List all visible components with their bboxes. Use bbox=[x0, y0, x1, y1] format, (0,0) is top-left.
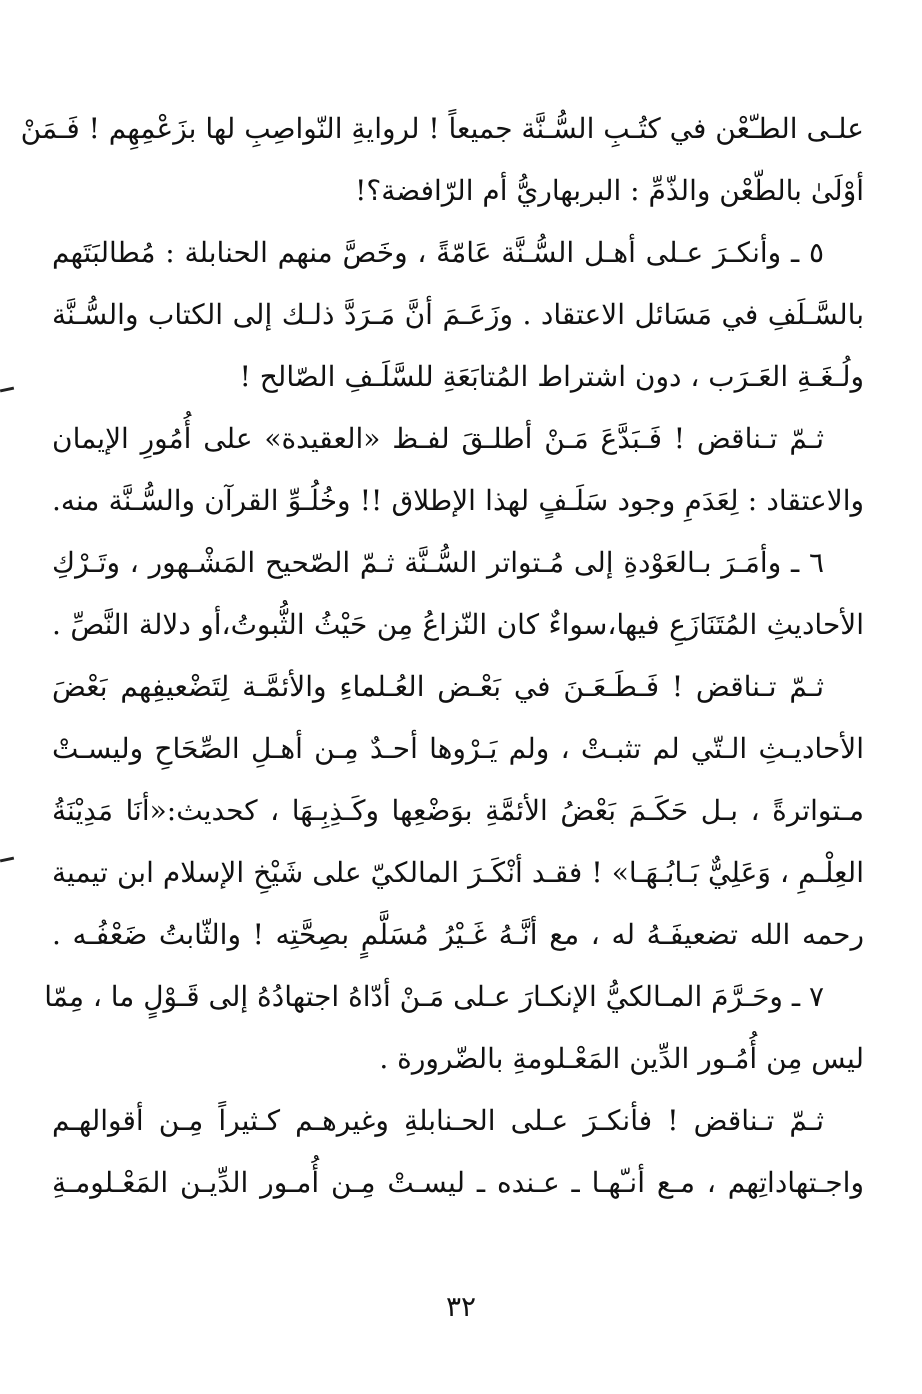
text-line: بالسَّـلَفِ في مَسَائل الاعتقاد . وزَعَـمَ أنَّ مَـرَدَّ ذلـك إلى الكتاب والسُّـنَّة bbox=[52, 298, 864, 331]
text-line: الأحاديثِ المُتَنَازَعِ فيها،سواءٌ كان النّزاعُ مِن حَيْثُ الثُّبوتُ،أو دلالة النَّصِّ . bbox=[52, 608, 864, 641]
body-text bbox=[20, 98, 864, 1214]
text-line: واجـتهاداتِهم ، مـع أنـّهـا ـ عـنده ـ ليسـتْ مِـن أُمـور الدِّيـن المَعْـلومـةِ bbox=[52, 1166, 864, 1199]
text-line: الأحاديـثِ الـتّي لم تثبـتْ ، ولم يَـرْوها أحـدٌ مِـن أهـلِ الصِّحَاحِ وليسـتْ bbox=[52, 732, 864, 765]
text-line: ثـمّ تـناقض ! فَـطَـعَـنَ في بَعْـض العُـلماءِ والأئمَّـة لِتَضْعيفِهم بَعْضَ bbox=[52, 670, 824, 703]
text-line: العِلْـمِ ، وَعَلِيٌّ بَـابُـهَـا» ! فقـد أنْكَـرَ المالكيّ على شَيْخِ الإسلام ابن تيمية bbox=[52, 856, 864, 889]
text-line: ٦ ـ وأمَـرَ بـالعَوْدةِ إلى مُـتواتر السُّـنَّة ثـمّ الصّحيح المَشْـهور ، وتَـرْكِ bbox=[52, 546, 824, 579]
text-line: ثـمّ تـناقض ! فأنكـرَ عـلى الحـنابلةِ وغيرهـم كـثيراً مِـن أقوالهـم bbox=[52, 1104, 824, 1137]
text-line: أوْلَىٰ بالطّعْن والذّمِّ : البربهاريُّ أم الرّافضة؟! bbox=[355, 174, 864, 207]
text-line: ليس مِن أُمُـور الدِّين المَعْـلومةِ بالضّرورة . bbox=[379, 1042, 864, 1075]
text-line: ولُـغَـةِ العَـرَب ، دون اشتراط المُتابَعَةِ للسَّلَـفِ الصّالح ! bbox=[239, 360, 864, 393]
text-line: والاعتقاد : لِعَدَمِ وجود سَلَـفٍ لهذا الإطلاق !! وخُلُـوِّ القرآن والسُّـنَّة منه. bbox=[52, 484, 864, 517]
page-number: ٣٢ bbox=[445, 1290, 477, 1323]
margin-mark bbox=[0, 857, 14, 863]
text-line: رحمه الله تضعيفَـهُ له ، مع أنَّـهُ غَـيْرُ مُسَلَّمٍ بصِحَّتِه ! والثّابتُ ضَعْفُـه . bbox=[52, 918, 864, 951]
text-line: ثـمّ تـناقض ! فَـبَدَّعَ مَـنْ أطلـقَ لفـظ «العقيدة» على أُمُورِ الإيمان bbox=[52, 422, 824, 455]
text-line: علـى الطـّعْن في كتُـبِ السُّـنَّة جميعاً ! لروايةِ النّواصِبِ لها بزَعْمِهِم ! فَـمَنْ bbox=[20, 112, 864, 145]
text-line: ٧ ـ وحَـرَّمَ المـالكيُّ الإنكـارَ عـلى مَـنْ أدّاهُ اجتهادُهُ إلى قَـوْلٍ ما ، مِمّا bbox=[44, 980, 824, 1013]
text-line: ٥ ـ وأنكـرَ عـلى أهـل السُّـنَّة عَامّةً ، وخَصَّ منهم الحنابلة : مُطالبَتَهم bbox=[52, 236, 824, 269]
text-line: مـتواترةً ، بـل حَكَـمَ بَعْضُ الأئمَّةِ بوَضْعِها وكَـذِبِـهَا ، كحديث:«أنَا مَدِيْنَةُ bbox=[52, 794, 864, 827]
margin-mark bbox=[0, 387, 14, 393]
